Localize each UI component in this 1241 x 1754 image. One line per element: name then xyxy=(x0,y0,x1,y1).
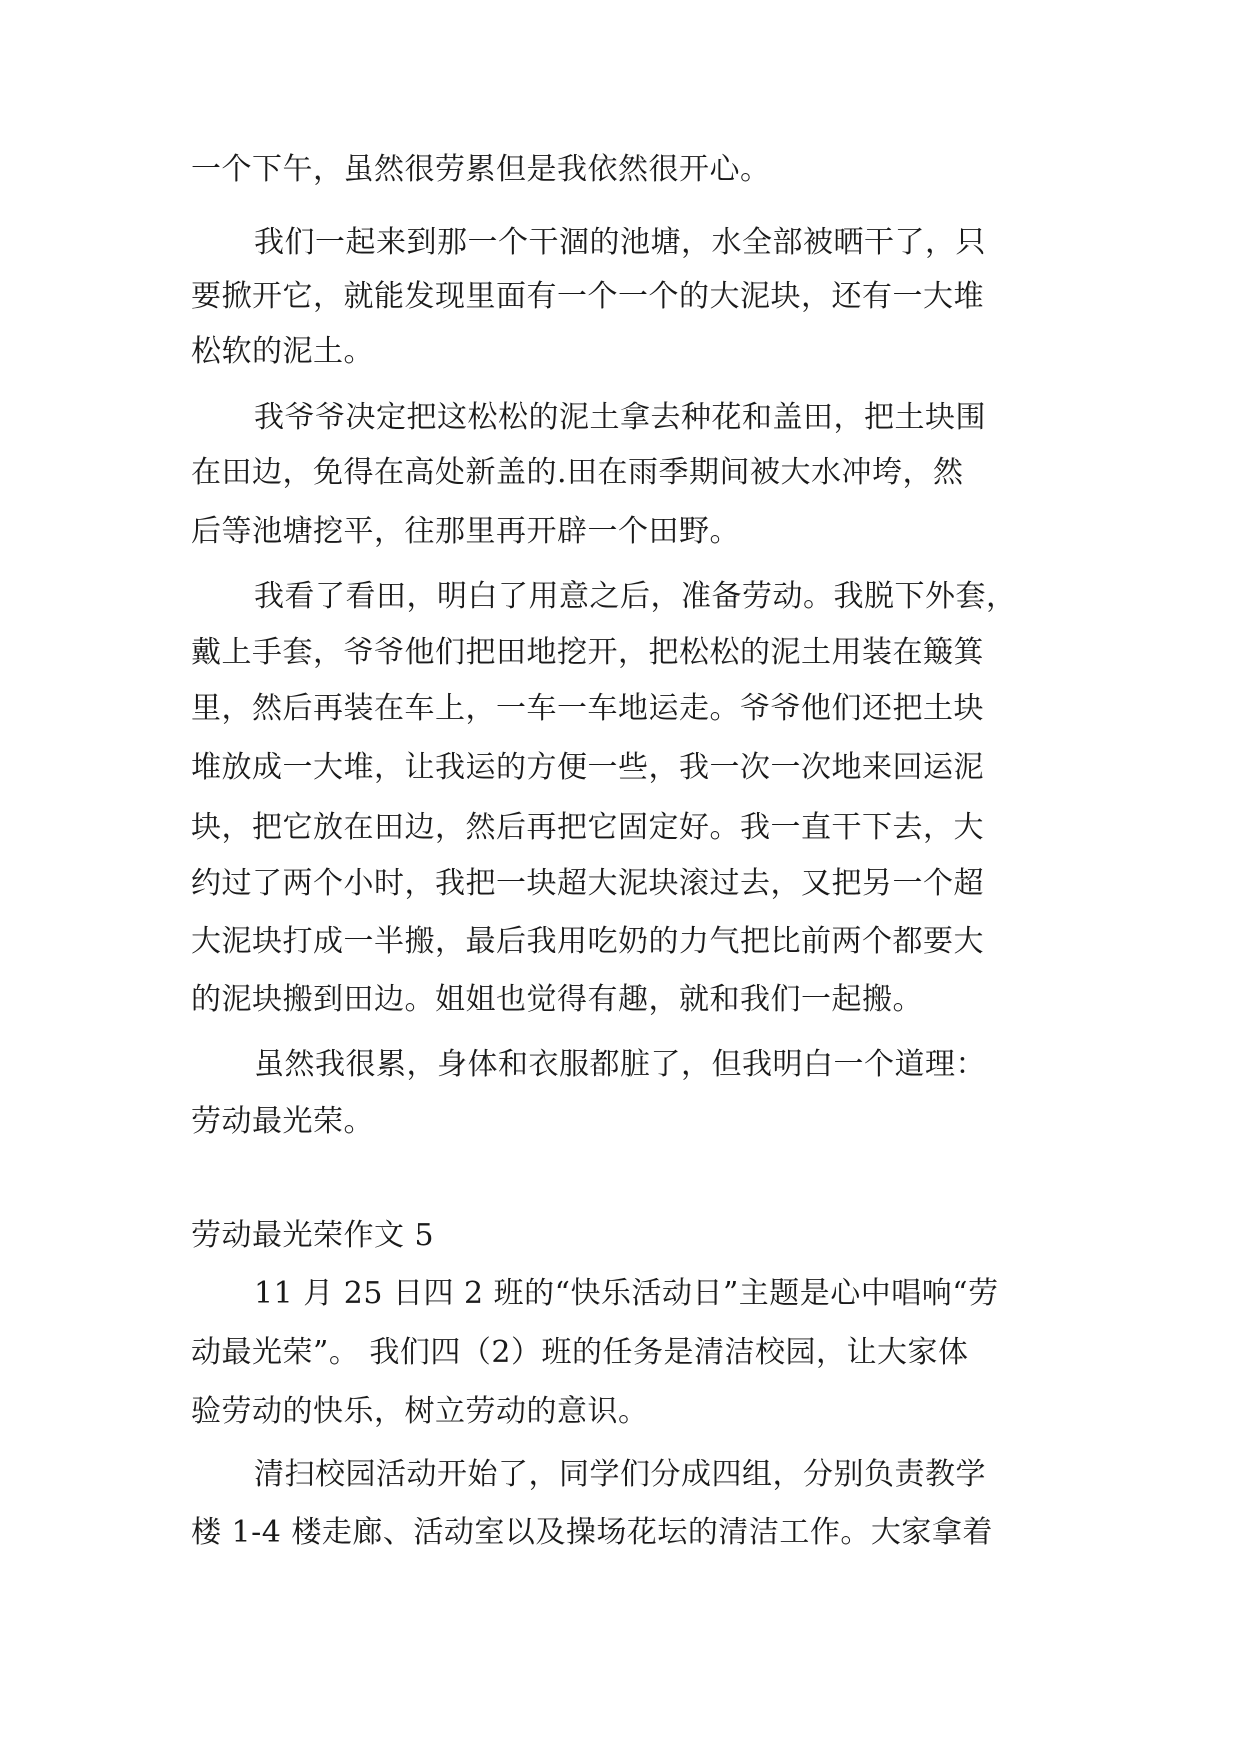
paragraph-first-line: 清扫校园活动开始了，同学们分成四组，分别负责教学 xyxy=(254,1457,986,1492)
paragraph-first-line: 虽然我很累，身体和衣服都脏了，但我明白一个道理： xyxy=(254,1047,986,1082)
text-line: 约过了两个小时，我把一块超大泥块滚过去，又把另一个超 xyxy=(191,866,984,901)
text-line: 一个下午，虽然很劳累但是我依然很开心。 xyxy=(191,152,771,187)
paragraph-first-line: 11 月 25 日四 2 班的“快乐活动日”主题是心中唱响“劳 xyxy=(254,1276,999,1311)
text-line: 劳动最光荣。 xyxy=(191,1104,374,1139)
text-line: 堆放成一大堆，让我运的方便一些，我一次一次地来回运泥 xyxy=(191,750,984,785)
text-line: 后等池塘挖平，往那里再开辟一个田野。 xyxy=(191,514,740,549)
paragraph-first-line: 我看了看田，明白了用意之后，准备劳动。我脱下外套， xyxy=(254,579,1017,614)
text-line: 动最光荣”。 我们四（2）班的任务是清洁校园，让大家体 xyxy=(191,1335,969,1370)
text-line: 要掀开它，就能发现里面有一个一个的大泥块，还有一大堆 xyxy=(191,279,984,314)
text-line: 在田边，免得在高处新盖的.田在雨季期间被大水冲垮，然 xyxy=(191,455,964,490)
text-line: 戴上手套，爷爷他们把田地挖开，把松松的泥土用装在簸箕 xyxy=(191,635,984,670)
text-line: 块，把它放在田边，然后再把它固定好。我一直干下去，大 xyxy=(191,810,984,845)
paragraph-first-line: 我们一起来到那一个干涸的池塘，水全部被晒干了，只 xyxy=(254,225,986,260)
paragraph-first-line: 我爷爷决定把这松松的泥土拿去种花和盖田，把土块围 xyxy=(254,400,986,435)
text-line: 松软的泥土。 xyxy=(191,334,374,369)
section-heading: 劳动最光荣作文 5 xyxy=(191,1218,435,1253)
text-line: 里，然后再装在车上，一车一车地运走。爷爷他们还把土块 xyxy=(191,691,984,726)
text-line: 验劳动的快乐，树立劳动的意识。 xyxy=(191,1394,649,1429)
text-line: 楼 1-4 楼走廊、活动室以及操场花坛的清洁工作。大家拿着 xyxy=(191,1515,993,1550)
text-line: 大泥块打成一半搬，最后我用吃奶的力气把比前两个都要大 xyxy=(191,924,984,959)
text-line: 的泥块搬到田边。姐姐也觉得有趣，就和我们一起搬。 xyxy=(191,982,923,1017)
